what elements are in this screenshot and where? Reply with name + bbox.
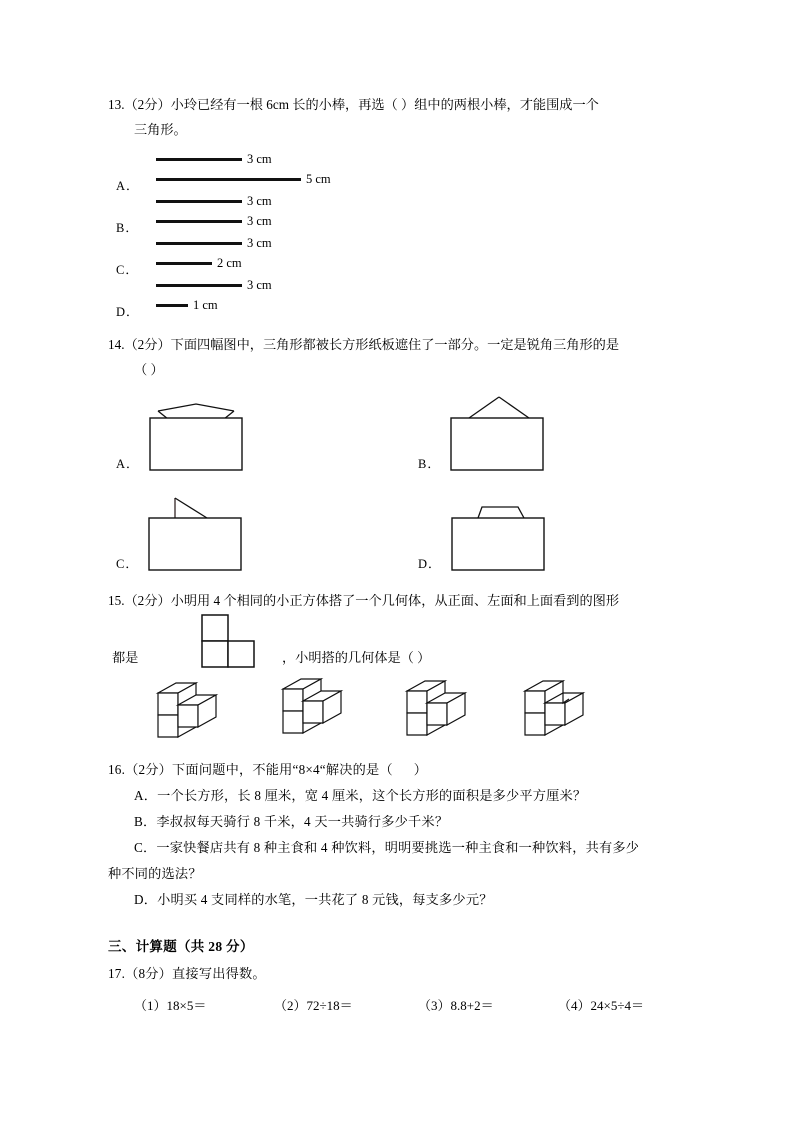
q15-option-b[interactable] <box>271 675 351 743</box>
segment-bar <box>156 262 212 265</box>
q13-option-d-stick-1 <box>156 278 272 293</box>
cube-solid-d <box>513 675 593 743</box>
question-15 <box>108 588 688 753</box>
q13-option-a-letter: A． <box>116 179 140 193</box>
q13-option-b[interactable] <box>108 192 688 234</box>
q14-option-d[interactable] <box>418 494 548 572</box>
segment-bar <box>156 242 242 245</box>
covered-triangle-figure-c <box>145 494 245 572</box>
q16-option-c-wrap: 种不同的选法？ <box>108 866 202 881</box>
q14-stem-line1: 14.（2分）下面四幅图中，三角形都被长方形纸板遮住了一部分。一定是锐角三角形的是 <box>108 337 620 352</box>
question-17 <box>108 961 688 1021</box>
page-content <box>108 92 688 1021</box>
q13-option-a-stick-1 <box>156 152 272 167</box>
q15-text-before-shape: 都是 <box>112 650 139 665</box>
q14-stem-line2: （ ） <box>134 362 164 377</box>
q17-expressions <box>108 995 688 1021</box>
q13-stem <box>108 92 688 142</box>
q13-option-a-stick-2 <box>156 172 331 187</box>
q13-option-c-stick-2 <box>156 256 242 271</box>
q14-stem <box>108 332 688 382</box>
l-tromino-view-figure <box>180 613 248 669</box>
q14-option-b-letter: B． <box>418 457 441 471</box>
q16-option-a[interactable]: A．一个长方形，长 8 厘米，宽 4 厘米，这个长方形的面积是多少平方厘米？ <box>134 788 587 803</box>
segment-bar <box>156 284 242 287</box>
question-16 <box>108 757 688 913</box>
segment-bar <box>156 200 242 203</box>
cube-solid-a <box>150 675 230 743</box>
q14-option-c-letter: C． <box>116 557 139 571</box>
q15-text-after-shape: ，小明搭的几何体是（ ） <box>282 650 431 665</box>
q13-option-c[interactable] <box>108 234 688 276</box>
segment-length-label: 2 cm <box>217 256 242 270</box>
q15-stem <box>108 588 688 613</box>
q15-option-c[interactable] <box>393 675 473 743</box>
question-13 <box>108 92 688 318</box>
covered-triangle-figure-a <box>146 394 246 472</box>
q13-option-b-letter: B． <box>116 221 139 235</box>
segment-length-label: 3 cm <box>247 214 272 228</box>
q13-option-c-letter: C． <box>116 263 139 277</box>
q15-option-a[interactable] <box>150 675 230 743</box>
q13-option-d[interactable] <box>108 276 688 318</box>
q13-option-c-stick-1 <box>156 236 272 251</box>
segment-bar <box>156 220 242 223</box>
q13-stem-line2: 三角形。 <box>134 122 187 137</box>
q15-options-row <box>108 675 688 753</box>
q13-stem-line1: 13.（2分）小玲已经有一根 6cm 长的小棒，再选（ ）组中的两根小棒，才能围成一个 <box>108 97 599 112</box>
question-14 <box>108 332 688 582</box>
q14-options-row-2 <box>108 492 688 582</box>
cube-solid-c <box>393 675 473 743</box>
q14-option-a-letter: A． <box>116 457 140 471</box>
cube-solid-b <box>271 675 351 743</box>
q16-option-c[interactable]: C．一家快餐店共有 8 种主食和 4 种饮料，明明要挑选一种主食和一种饮料，共有多少 <box>134 840 640 855</box>
q13-option-d-stick-2 <box>156 298 218 313</box>
q16-stem: 16.（2分）下面问题中，不能用“8×4“解决的是（ ） <box>108 762 428 777</box>
q13-option-b-stick-1 <box>156 194 272 209</box>
covered-triangle-figure-b <box>447 394 547 472</box>
q13-option-a[interactable] <box>108 150 688 192</box>
q13-option-d-letter: D． <box>116 305 140 319</box>
q14-options-row-1 <box>108 392 688 482</box>
q13-option-b-stick-2 <box>156 214 272 229</box>
q17-expression-4[interactable]: （4）24×5÷4＝ <box>558 998 644 1013</box>
q17-expression-3[interactable]: （3）8.8+2＝ <box>418 998 494 1013</box>
section-3-heading: 三、计算题（共 28 分） <box>108 939 254 954</box>
covered-triangle-figure-d <box>448 494 548 572</box>
q14-option-a[interactable] <box>116 394 246 472</box>
q16-option-d[interactable]: D．小明买 4 支同样的水笔，一共花了 8 元钱，每支多少元？ <box>134 892 493 907</box>
segment-length-label: 5 cm <box>306 172 331 186</box>
q15-option-d[interactable] <box>513 675 593 743</box>
q15-stem-line1: 15.（2分）小明用 4 个相同的小正方体搭了一个几何体，从正面、左面和上面看到的图形 <box>108 593 620 608</box>
q17-expression-1[interactable]: （1）18×5＝ <box>134 998 207 1013</box>
segment-bar <box>156 304 188 307</box>
q14-option-d-letter: D． <box>418 557 442 571</box>
segment-length-label: 3 cm <box>247 194 272 208</box>
q14-option-b[interactable] <box>418 394 547 472</box>
segment-length-label: 3 cm <box>247 152 272 166</box>
segment-bar <box>156 158 242 161</box>
q14-option-c[interactable] <box>116 494 245 572</box>
q16-option-b[interactable]: B．李叔叔每天骑行 8 千米，4 天一共骑行多少千米？ <box>134 814 449 829</box>
segment-length-label: 3 cm <box>247 236 272 250</box>
q17-stem: 17.（8分）直接写出得数。 <box>108 966 266 981</box>
q17-expression-2[interactable]: （2）72÷18＝ <box>274 998 353 1013</box>
segment-length-label: 1 cm <box>193 298 218 312</box>
segment-length-label: 3 cm <box>247 278 272 292</box>
q15-inline-figure-line <box>108 613 688 675</box>
segment-bar <box>156 178 301 181</box>
